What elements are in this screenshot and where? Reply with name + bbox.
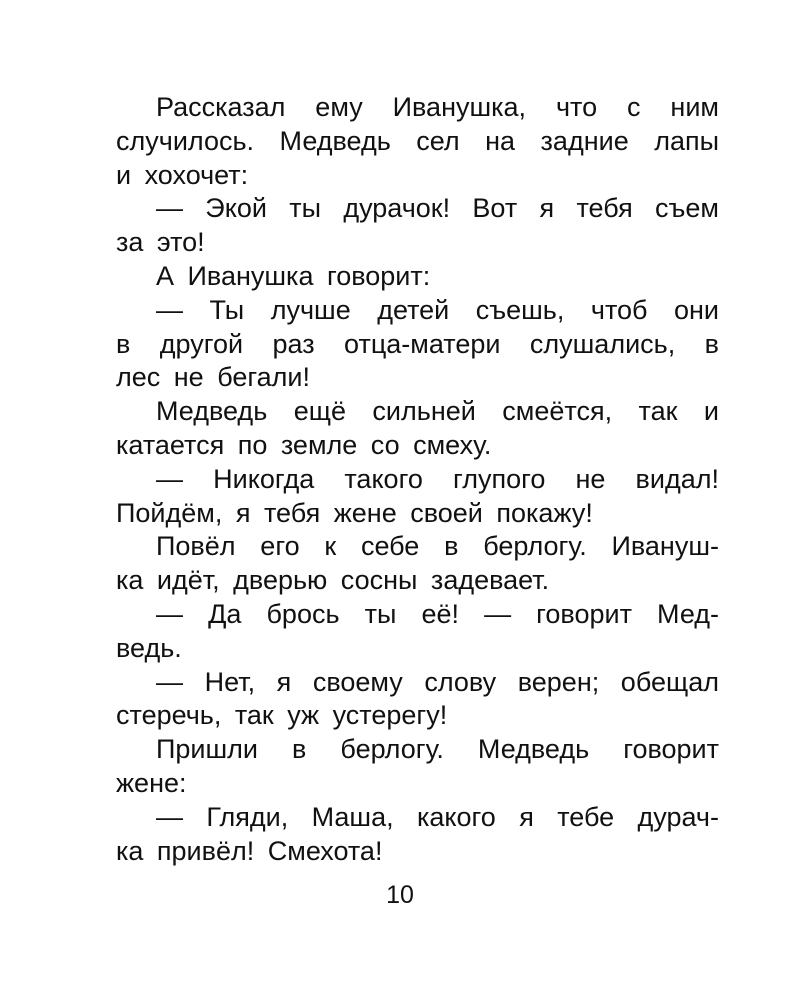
text-line: лес не бегали! bbox=[116, 362, 310, 393]
page-number: 10 bbox=[386, 881, 414, 909]
text-line: стеречь, так уж устерегу! bbox=[116, 700, 448, 731]
text-line: ка идёт, дверью сосны задевает. bbox=[116, 565, 550, 596]
text-line: за это! bbox=[116, 227, 205, 258]
text-line: жене: bbox=[116, 767, 187, 798]
text-line: Пойдём, я тебя жене своей покажу! bbox=[116, 497, 593, 528]
text-line: в другой раз отца-матери слушались, в bbox=[116, 328, 719, 359]
text-line: — Нет, я своему слову верен; обещал bbox=[156, 666, 719, 697]
text-line: — Гляди, Маша, какого я тебе дурач- bbox=[156, 801, 719, 832]
text-line: Медведь ещё сильней смеётся, так и bbox=[156, 396, 719, 427]
text-line: ведь. bbox=[116, 632, 182, 663]
text-line: А Иванушка говорит: bbox=[156, 260, 431, 291]
text-line: Пришли в берлогу. Медведь говорит bbox=[156, 734, 719, 765]
text-line: — Да брось ты её! — говорит Мед- bbox=[156, 598, 719, 629]
text-line: ка привёл! Смехота! bbox=[116, 835, 383, 866]
text-line: — Никогда такого глупого не видал! bbox=[156, 463, 719, 494]
text-line: и хохочет: bbox=[116, 159, 249, 190]
text-line: Повёл его к себе в берлогу. Ивануш- bbox=[156, 531, 719, 562]
text-line: катается по земле со смеху. bbox=[116, 429, 492, 460]
text-line: Рассказал ему Иванушка, что с ним bbox=[156, 92, 719, 122]
text-line: случилось. Медведь сел на задние лапы bbox=[116, 125, 719, 156]
text-line: — Экой ты дурачок! Вот я тебя съем bbox=[156, 193, 719, 224]
text-line: — Ты лучше детей съешь, чтоб они bbox=[156, 294, 719, 325]
body-text bbox=[116, 91, 719, 868]
